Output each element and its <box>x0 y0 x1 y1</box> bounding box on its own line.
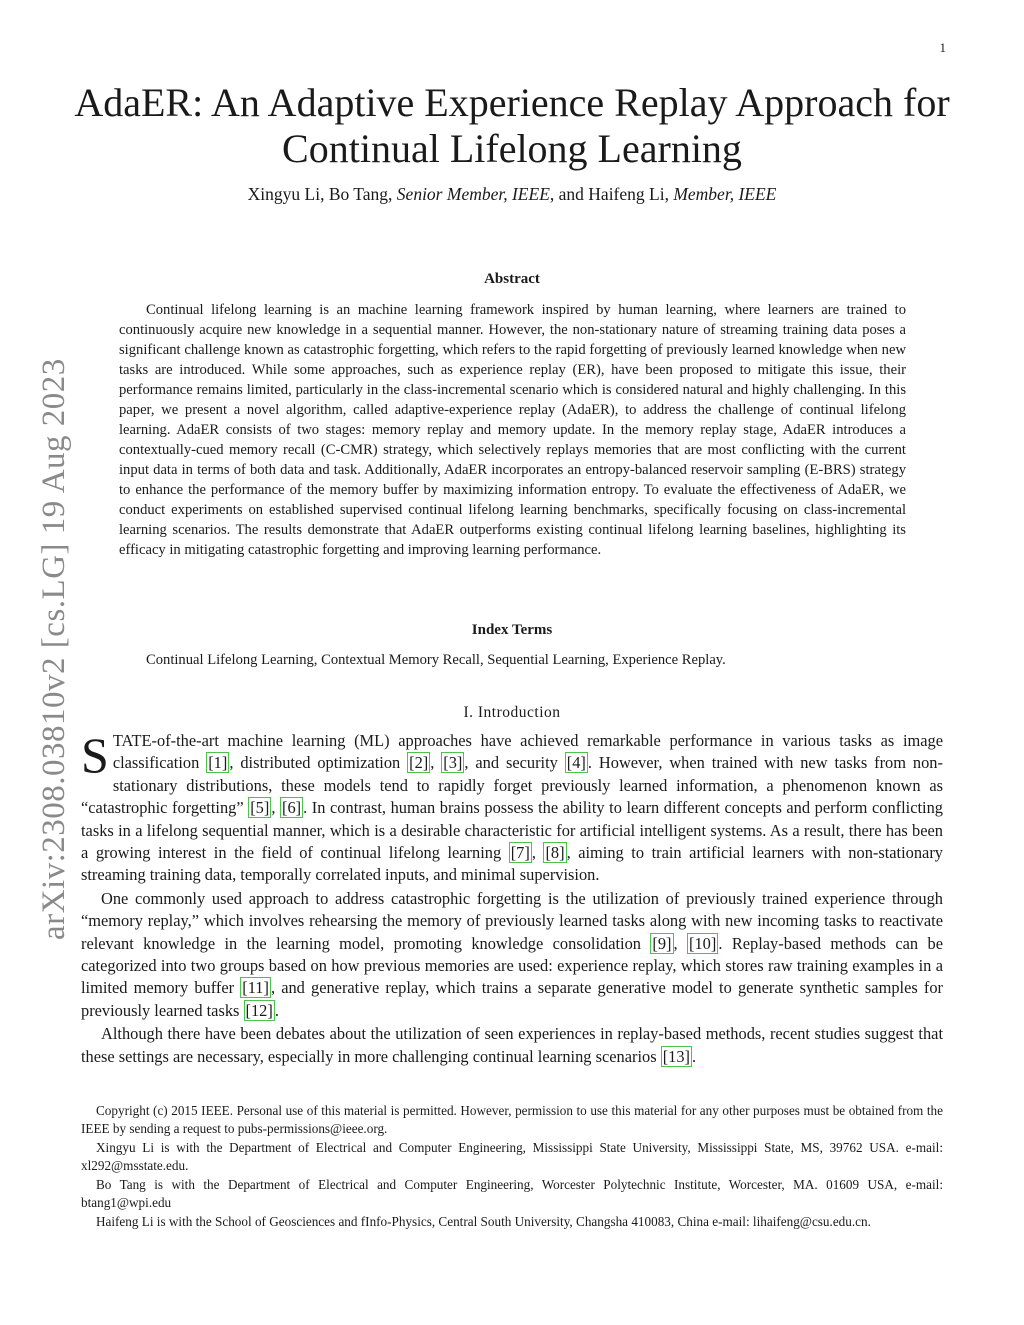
author-names-2: , and Haifeng Li, <box>549 184 674 204</box>
index-terms-text: Continual Lifelong Learning, Contextual Memory Recall, Sequential Learning, Experience Replay. <box>146 652 726 668</box>
text-run: , <box>531 843 544 863</box>
author-role-1: Senior Member, IEEE <box>396 184 550 204</box>
abstract-heading: Abstract <box>484 271 540 287</box>
author-names-1: Xingyu Li, Bo Tang, <box>247 184 397 204</box>
arxiv-identifier[interactable]: arXiv:2308.03810v2 [cs.LG] 19 Aug 2023 <box>36 358 72 940</box>
paper-title: AdaER: An Adaptive Experience Replay Approach for Continual Lifelong Learning <box>74 80 950 171</box>
citation-link[interactable]: [8] <box>545 843 565 863</box>
citation-link[interactable]: [13] <box>662 1046 690 1066</box>
author-role-2: Member, IEEE <box>673 184 777 204</box>
text-run: . In contrast, human brains possess the ability to learn different concepts and perform conflicting tasks in a lifelong sequential manner, which is a desirable characteristic for artificial intelligent systems. As a result, there has been a growing interest in the field of continual lifelong learning <box>81 798 943 863</box>
text-run: . Replay-based methods can be categorized into two groups based on how previous memories are used: experience replay, which stores raw training examples in a limited memory buffer <box>81 933 943 998</box>
citation-link[interactable]: [6] <box>282 798 302 818</box>
text-run: . <box>274 1000 279 1020</box>
section-heading-text: I. Introduction <box>463 704 561 721</box>
text-run: , <box>271 798 281 818</box>
citation-link[interactable]: [9] <box>652 933 672 953</box>
text-run: , distributed optimization <box>229 753 408 773</box>
footnote-author-1: Xingyu Li is with the Department of Electrical and Computer Engineering, Mississippi State University, Mississippi State, MS, 39762 USA. e-mail: xl292@msstate.edu. <box>81 1140 943 1173</box>
text-run: TATE-of-the-art machine learning (ML) approaches have achieved remarkable performance in various tasks as image classification <box>112 731 943 773</box>
index-terms-heading: Index Terms <box>471 622 553 638</box>
page-number: 1 <box>939 40 946 55</box>
intro-paragraph-3 <box>81 1023 943 1068</box>
text-run: , aiming to train artificial learners with non-stationary streaming training data, temporally correlated inputs, and minimal supervision. <box>81 843 943 885</box>
text-run: , <box>430 753 442 773</box>
footnote-author-2: Bo Tang is with the Department of Electrical and Computer Engineering, Worcester Polytechnic Institute, Worcester, MA. 01609 USA, e-mail: btang1@wpi.edu <box>81 1177 943 1210</box>
text-run: , and generative replay, which trains a separate generative model to generate synthetic samples for previously learned tasks <box>81 978 943 1020</box>
citation-link[interactable]: [2] <box>409 753 429 773</box>
citation-link[interactable]: [7] <box>510 843 530 863</box>
text-run: , and security <box>464 753 565 773</box>
abstract-text: Continual lifelong learning is an machine learning framework inspired by human learning, where learners are trained to continuously acquire new knowledge in a sequential manner. However, the non-stationary nature of streaming training data poses a significant challenge known as catastrophic forgetting, which refers to the rapid forgetting of previously learned knowledge when new tasks are introduced. While some approaches, such as experience replay (ER), have been proposed to mitigate this issue, their performance remains limited, particularly in the class-incremental scenario which is considered natural and highly challenging. In this paper, we present a novel algorithm, called adaptive-experience replay (AdaER), to address the challenge of continual lifelong learning. AdaER consists of two stages: memory replay and memory update. In the memory replay stage, AdaER introduces a contextually-cued memory recall (C-CMR) strategy, which selectively replays memories that are most conflicting with the current input data in terms of both data and task. Additionally, AdaER incorporates an entropy-balanced reservoir sampling (E-BRS) strategy to enhance the performance of the memory buffer by maximizing information entropy. To evaluate the effectiveness of AdaER, we conduct experiments on established supervised continual lifelong learning benchmarks, specifically focusing on class-incremental learning scenarios. The results demonstrate that AdaER outperforms existing continual lifelong learning baselines, highlighting its efficacy in mitigating catastrophic forgetting and improving learning performance. <box>119 302 906 558</box>
section-heading-introduction <box>0 704 1024 722</box>
text-run: . However, when trained with new tasks from non-stationary distributions, these models tend to rapidly forget previously learned information, a phenomenon known as “catastrophic forgetting” <box>81 753 943 818</box>
citation-link[interactable]: [3] <box>443 753 463 773</box>
citation-link[interactable]: [11] <box>242 978 269 998</box>
text-run: Although there have been debates about the utilization of seen experiences in replay-based methods, recent studies suggest that these settings are necessary, especially in more challenging continual learning scenarios <box>81 1024 943 1066</box>
footnotes <box>81 1102 943 1233</box>
citation-link[interactable]: [4] <box>566 753 586 773</box>
citation-link[interactable]: [1] <box>208 753 228 773</box>
drop-cap: S <box>81 727 109 783</box>
citation-link[interactable]: [10] <box>689 933 717 953</box>
citation-link[interactable]: [5] <box>250 798 270 818</box>
intro-paragraph-1 <box>81 727 943 887</box>
text-run: One commonly used approach to address catastrophic forgetting is the utilization of previously trained experience through “memory replay,” which involves rehearsing the memory of previously learned tasks along with new incoming tasks to reactivate relevant knowledge in the learning model, promoting knowledge consolidation <box>81 888 943 953</box>
arxiv-sidebar <box>34 348 74 940</box>
text-run: . <box>692 1046 697 1066</box>
introduction-body <box>81 727 943 1069</box>
author-line <box>60 184 964 205</box>
citation-link[interactable]: [12] <box>245 1000 273 1020</box>
footnote-author-3: Haifeng Li is with the School of Geosciences and fInfo-Physics, Central South University, Changsha 410083, China e-mail: lihaifeng@csu.edu.cn. <box>96 1214 871 1229</box>
intro-paragraph-2 <box>81 888 943 1022</box>
text-run: , <box>673 933 688 953</box>
footnote-copyright: Copyright (c) 2015 IEEE. Personal use of this material is permitted. However, permission to use this material for any other purposes must be obtained from the IEEE by sending a request to pubs-permissions@ieee.org. <box>81 1103 943 1136</box>
